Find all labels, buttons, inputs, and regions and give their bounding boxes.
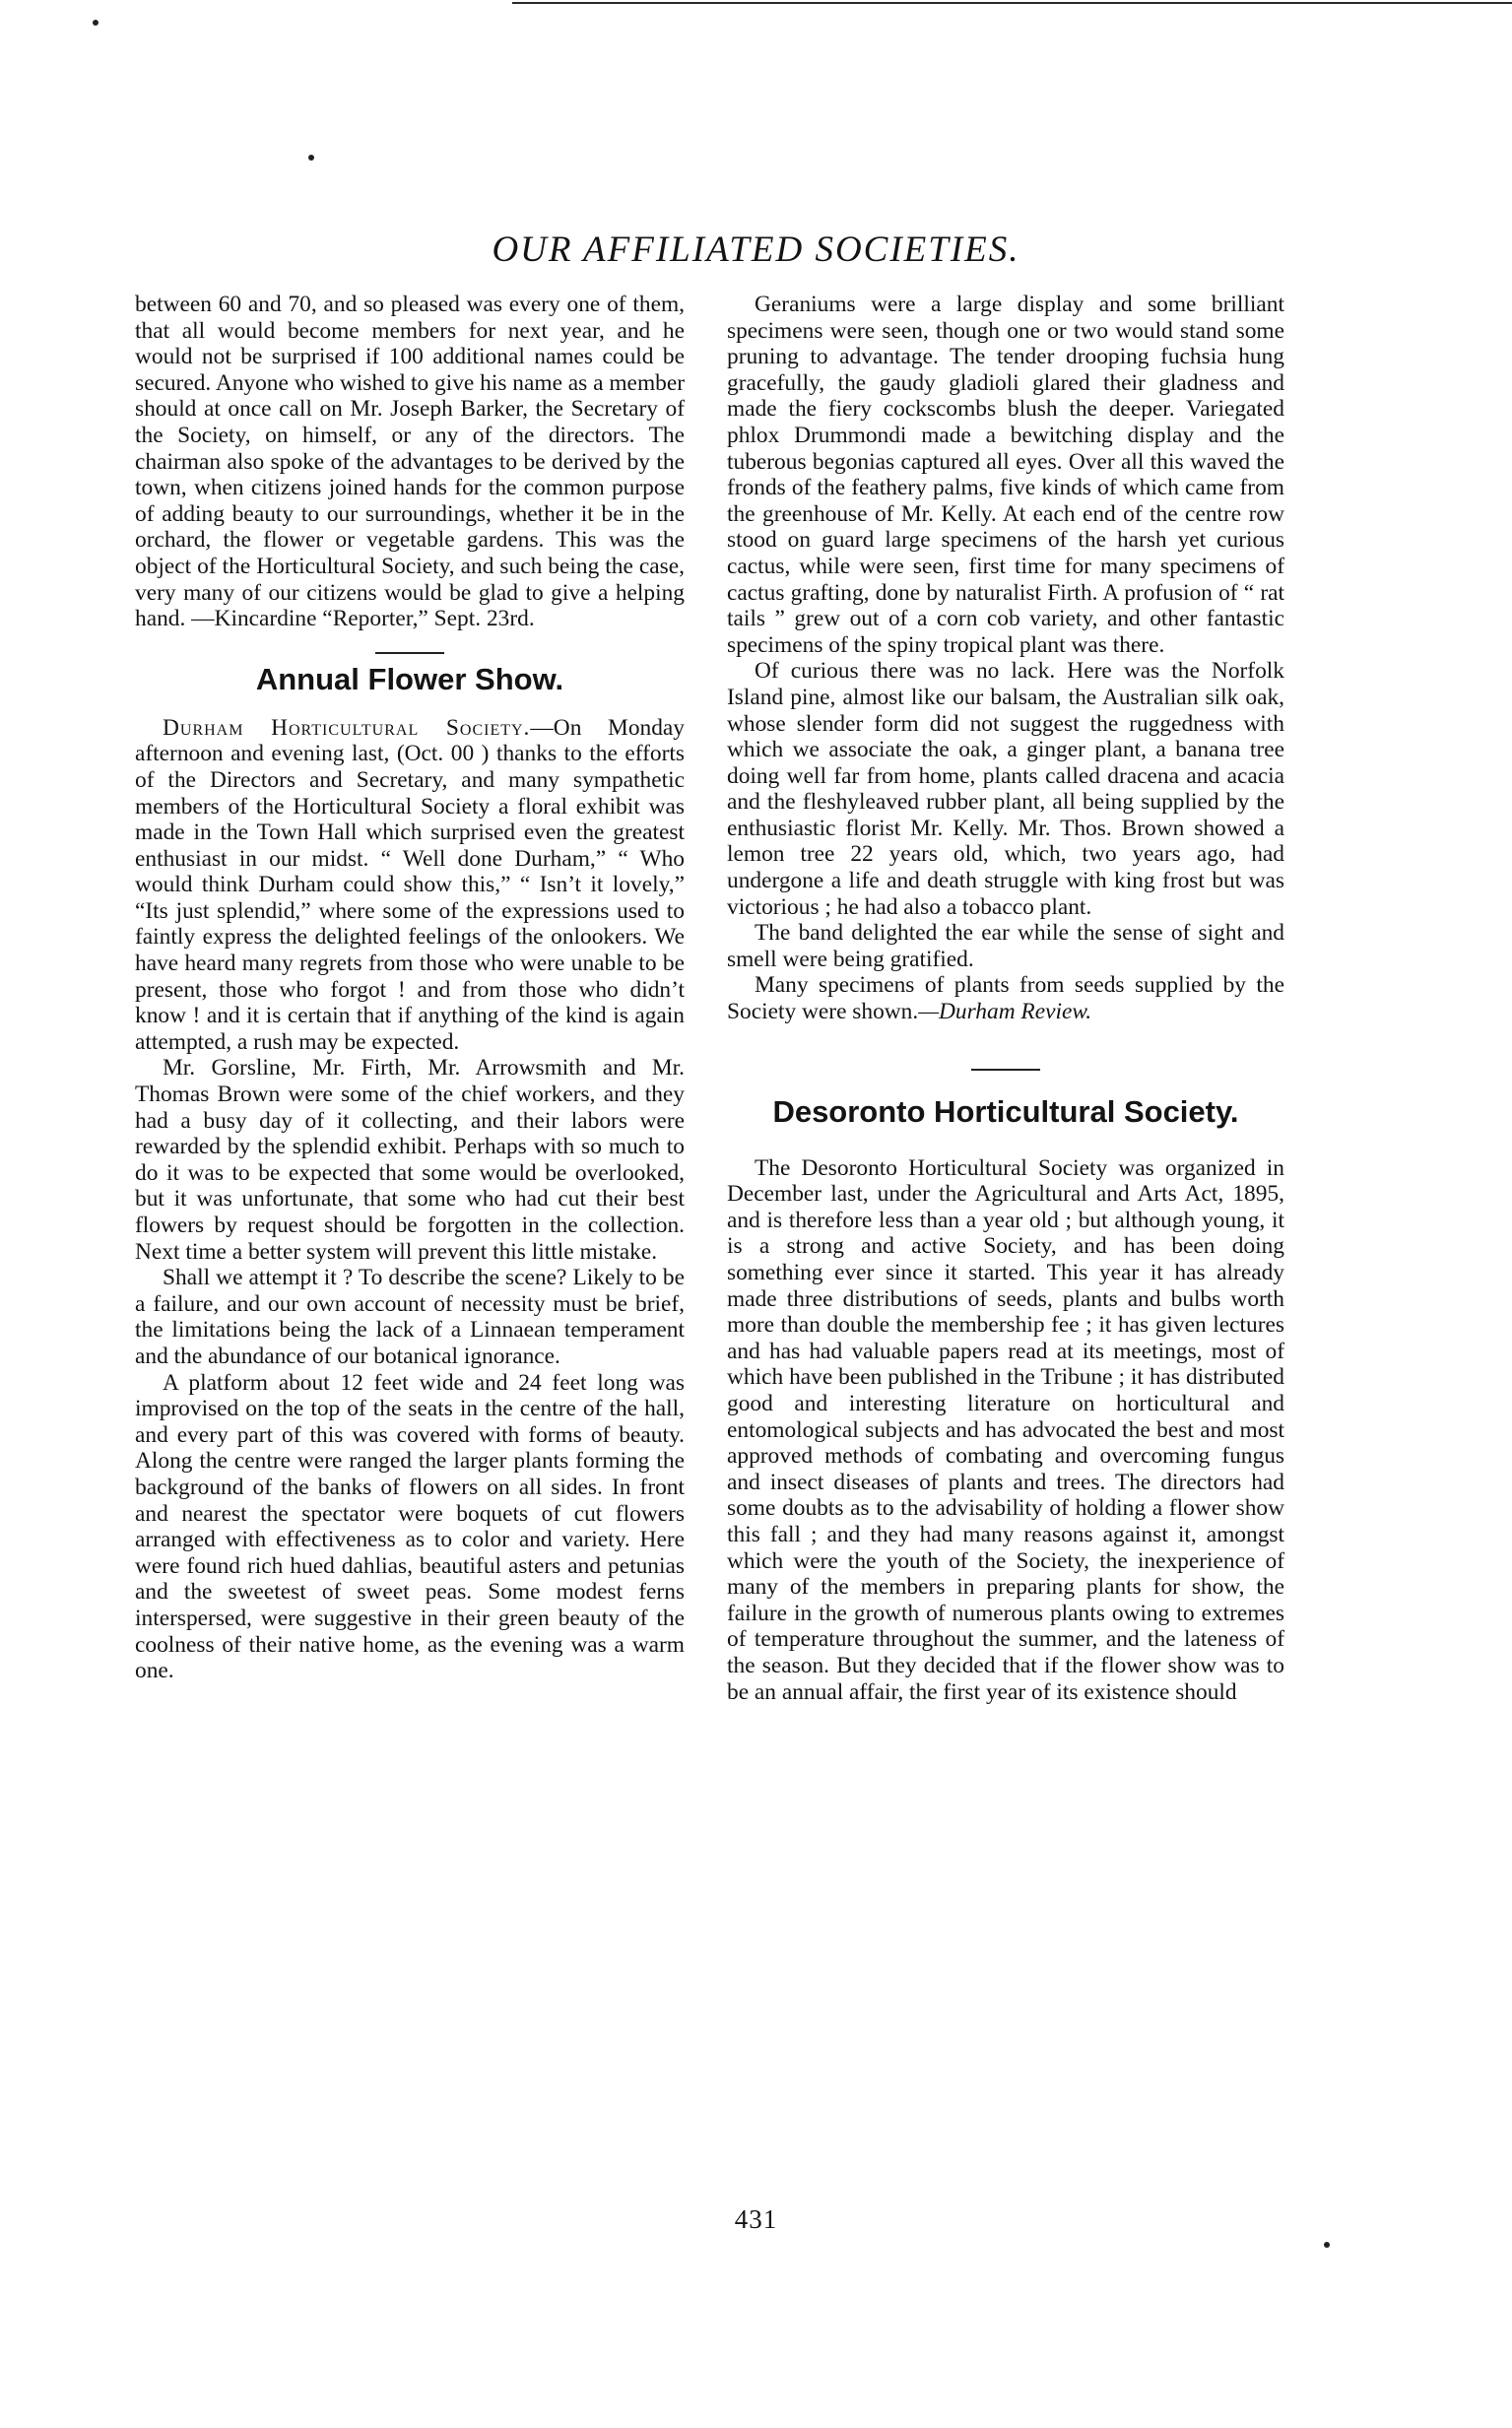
- article-paragraph: Of curious there was no lack. Here was the Norfolk Island pine, almost like our balsam, the Australian silk oak, whose slender form did not suggest the ruggedness with which we associate the oak, a ginger plant, a banana tree doing well far from home, plants called dracena and acacia and the fleshyleaved rubber plant, all being supplied by the enthusiastic florist Mr. Kelly. Mr. Thos. Brown showed a lemon tree 22 years old, which, two years ago, had undergone a life and death struggle with king frost but was victorious ; he had also a tobacco plant.: [727, 658, 1284, 920]
- ink-speck: [1324, 2242, 1330, 2248]
- top-rule: [512, 2, 1512, 4]
- paragraph-text: Many specimens of plants from seeds supplied by the Society were shown.: [727, 972, 1284, 1025]
- article-paragraph: Shall we attempt it ? To describe the scene? Likely to be a failure, and our own account of necessity must be brief, the limitations being the lack of a Linnaean temperament and the abundance of our botanical ignorance.: [135, 1265, 685, 1369]
- source-citation: —Durham Review.: [918, 999, 1092, 1025]
- running-head: OUR AFFILIATED SOCIETIES.: [492, 230, 1020, 270]
- page-number: 431: [734, 2204, 778, 2234]
- article-paragraph: The band delighted the ear while the sense of sight and smell were being gratified.: [727, 920, 1284, 972]
- section-divider: [971, 1069, 1040, 1071]
- article-paragraph: [727, 972, 1284, 1024]
- right-column: [727, 292, 1284, 1705]
- article-paragraph: A platform about 12 feet wide and 24 feet long was improvised on the top of the seats in the centre of the hall, and every part of this was covered with forms of beauty. Along the centre were ranged the larger plants forming the background of the banks of flowers on all sides. In front and nearest the spectator were boquets of cut flowers arranged with effectiveness as to color and variety. Here were found rich hued dahlias, beautiful asters and petunias and the sweetest of sweet peas. Some modest ferns interspersed, were suggestive in their green beauty of the coolness of their native home, as the evening was a warm one.: [135, 1369, 685, 1684]
- section-divider: [375, 652, 444, 654]
- ink-speck: [93, 20, 99, 26]
- left-column: [135, 292, 685, 1684]
- article-paragraph: Geraniums were a large display and some brilliant specimens were seen, though one or two would stand some pruning to advantage. The tender drooping fuchsia hung gracefully, the gaudy gladioli glared their gladness and made the fiery cockscombs blush the deeper. Variegated phlox Drummondi made a bewitching display and the tuberous begonias captured all eyes. Over all this waved the fronds of the feathery palms, five kinds of which came from the greenhouse of Mr. Kelly. At each end of the centre row stood on guard large specimens of the harsh yet curious cactus, while were seen, first time for many specimens of cactus grafting, done by naturalist Firth. A profusion of “ rat tails ” grew out of a corn cob variety, and other fantastic specimens of the spiny tropical plant was there.: [727, 292, 1284, 658]
- annual-flower-show-heading: Annual Flower Show.: [255, 661, 564, 696]
- desoronto-heading: Desoronto Horticultural Society.: [772, 1093, 1239, 1129]
- ink-speck: [308, 155, 314, 161]
- paragraph-text: —On Monday afternoon and evening last, (Oct. 00 ) thanks to the efforts of the Directors and Secretary, and many sympathetic members of the Horticultural Society a floral exhibit was made in the Town Hall which surprised even the greatest enthusiast in our midst. “ Well done Durham,” “ Who would think Durham could show this,” “ Isn’t it lovely,” “Its just splendid,” where some of the expressions used to faintly express the delighted feelings of the onlookers. We have heard many regrets from those who were unable to be present, those who forgot ! and from those who didn’t know ! and it is certain that if anything of the kind is again attempted, a rush may be expected.: [135, 714, 686, 1055]
- article-paragraph: The Desoronto Horticultural Society was organized in December last, under the Agricultural and Arts Act, 1895, and is therefore less than a year old ; but although young, it is a strong and active Society, and has been doing something ever since it started. This year it has already made three distributions of seeds, plants and bulbs worth more than double the membership fee ; it has given lectures and has had valuable papers read at its meetings, most of which have been published in the Tribune ; it has distributed good and interesting literature on horticultural and entomological subjects and has advocated the best and most approved methods of combating and overcoming fungus and insect diseases of plants and trees. The directors had some doubts as to the advisability of holding a flower show this fall ; and they had many reasons against it, amongst which were the youth of the Society, the inexperience of many of the members in preparing plants for show, the failure in the growth of numerous plants owing to extremes of temperature throughout the summer, and the lateness of the season. But they decided that if the flower show was to be an annual affair, the first year of its existence should: [727, 1154, 1284, 1705]
- article-paragraph: Mr. Gorsline, Mr. Firth, Mr. Arrowsmith and Mr. Thomas Brown were some of the chief workers, and they had a busy day of it collecting, and their labors were rewarded by the splendid exhibit. Perhaps with so much to do it was to be expected that some would be overlooked, but it was unfortunate, that some who had cut their best flowers by request should be forgotten in the collection. Next time a better system will prevent this little mistake.: [135, 1055, 685, 1265]
- continued-paragraph: between 60 and 70, and so pleased was every one of them, that all would become members for next year, and he would not be surprised if 100 additional names could be secured. Anyone who wished to give his name as a member should at once call on Mr. Joseph Barker, the Secretary of the Society, on himself, or any of the directors. The chairman also spoke of the advantages to be derived by the town, when citizens joined hands for the common purpose of adding beauty to our surroundings, whether it be in the orchard, the flower or vegetable gardens. This was the object of the Horticultural Society, and such being the case, very many of our citizens would be glad to give a helping hand. —Kincardine “Reporter,” Sept. 23rd.: [135, 292, 685, 632]
- article-paragraph: [135, 715, 685, 1056]
- society-lead-in: Durham Horticultural Society.: [163, 714, 531, 741]
